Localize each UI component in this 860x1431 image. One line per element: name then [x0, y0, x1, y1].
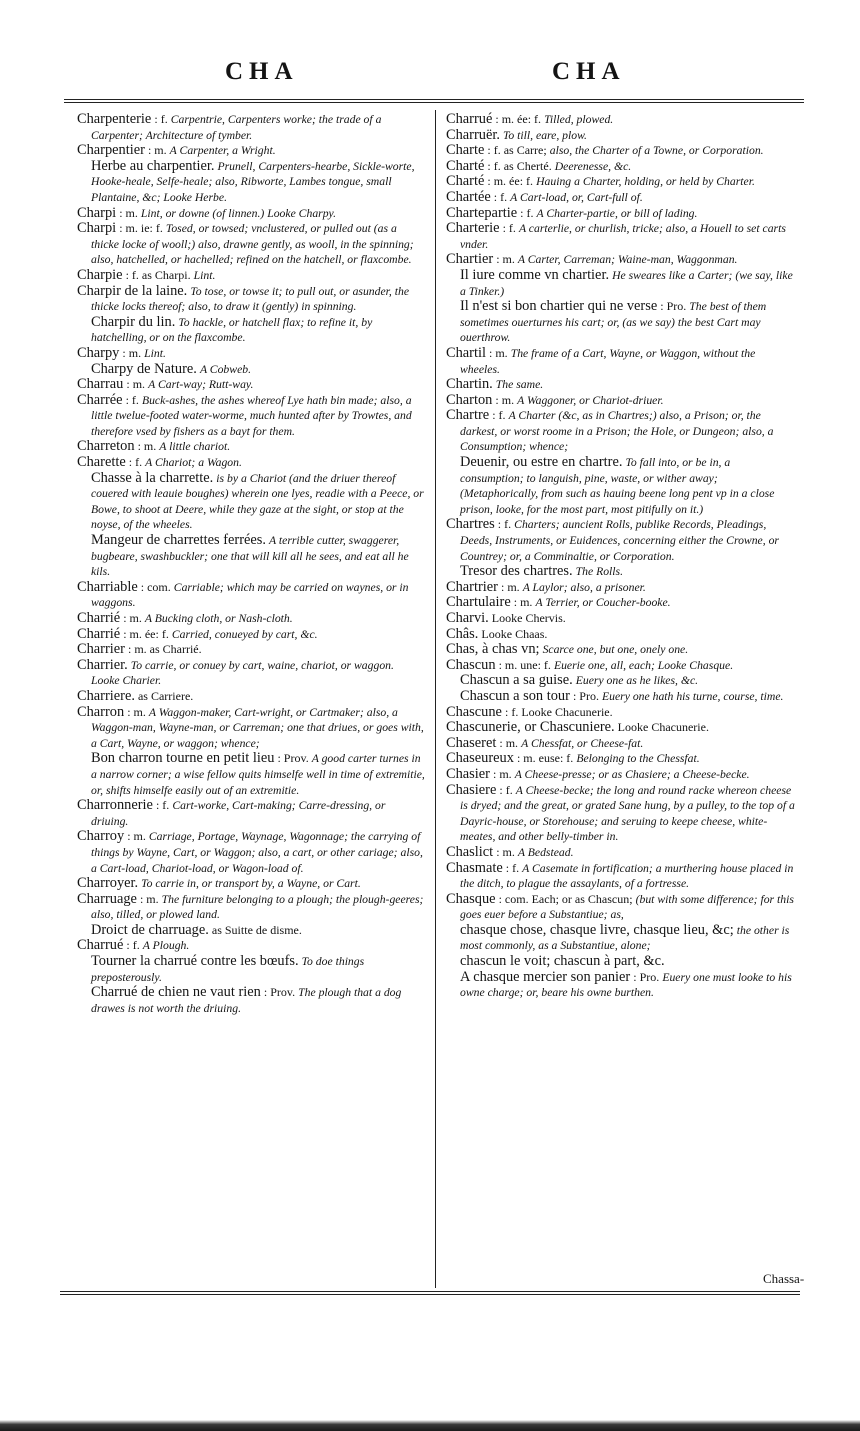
- dictionary-entry: [77, 985, 425, 1016]
- dictionary-entry: [446, 642, 796, 658]
- definition: A Chessfat, or Cheese-fat.: [521, 736, 644, 750]
- definition: To doe things preposterously.: [91, 955, 365, 984]
- definition: (but with some difference; for this goes euer before a Substantiue; as,: [460, 892, 794, 922]
- grammar-note: : f. Looke Chacunerie.: [504, 704, 613, 719]
- headword: Charpie: [77, 266, 123, 283]
- headword: Charton: [446, 391, 493, 408]
- grammar-note: as Carriere.: [137, 688, 194, 703]
- definition: To fall into, or be in, a consumption; to languish, pine, waste, or wither away; (Metaphorically, from such as hauing beene long pent vp in a close prison, looke, for the most part, most pitifully on it.): [460, 456, 775, 516]
- scan-edge: [0, 1420, 860, 1431]
- headword: Chartier: [446, 251, 494, 268]
- headword: Chasse à la charrette.: [91, 469, 214, 486]
- dictionary-entry: [77, 112, 425, 143]
- headword: Charpy: [77, 344, 120, 361]
- definition: He sweares like a Carter; (we say, like a Tinker.): [460, 268, 793, 298]
- headword: Bon charron tourne en petit lieu: [91, 750, 275, 767]
- headword: Charpy de Nature.: [91, 360, 197, 377]
- headword: Chasmate: [446, 859, 503, 876]
- definition: A Charter (&c, as in Chartres;) also, a Prison; or, the darkest, or worst roome in a Prison; the Hole, or Dungeon; also, a Consumption; whence;: [460, 409, 774, 454]
- grammar-note: : Pro.: [660, 299, 687, 314]
- dictionary-entry: [446, 455, 796, 517]
- grammar-note: : f.: [497, 517, 512, 532]
- left-column: [77, 112, 425, 1016]
- column-divider: [435, 110, 436, 1288]
- headword: Il n'est si bon chartier qui ne verse: [460, 298, 658, 315]
- headword: Chartre: [446, 407, 490, 424]
- headword: Chascune: [446, 703, 502, 720]
- definition: also, the Charter of a Towne, or Corporation.: [549, 144, 764, 158]
- definition: Tilled, plowed.: [544, 113, 614, 126]
- grammar-note: : m.: [137, 439, 157, 454]
- grammar-note: : f.: [125, 392, 139, 407]
- definition: Euerie one, all, each; Looke Chasque.: [553, 658, 734, 672]
- grammar-note: : m.: [493, 766, 512, 781]
- dictionary-entry: [77, 393, 425, 440]
- headword: Chasier: [446, 765, 490, 782]
- dictionary-entry: [446, 299, 796, 346]
- definition: A Waggoner, or Chariot-driuer.: [517, 393, 664, 407]
- dictionary-entry: [446, 689, 796, 705]
- headword: Chascun a sa guise.: [460, 672, 573, 689]
- headword: Charroy: [77, 828, 125, 845]
- headword: Chaseureux: [446, 750, 514, 767]
- headword: Charvi.: [446, 610, 489, 626]
- definition: A Cheese-presse; or as Chasiere; a Cheese-becke.: [514, 767, 750, 781]
- headword: Charriable: [77, 578, 138, 595]
- grammar-note: : m.: [499, 735, 519, 750]
- headword: Charpir du lin.: [91, 313, 176, 330]
- dictionary-entry: [77, 377, 425, 393]
- headword: Charron: [77, 703, 125, 720]
- headword: Charrier.: [77, 656, 128, 673]
- headword: Charrué: [446, 111, 493, 127]
- dictionary-entry: [77, 798, 425, 829]
- headword: Charte: [446, 142, 485, 159]
- dictionary-entry: [77, 362, 425, 378]
- definition: Cart-worke, Cart-making; Carre-dressing, or driuing.: [91, 799, 386, 828]
- definition: Carried, conueyed by cart, &c.: [171, 627, 318, 641]
- dictionary-entry: [77, 471, 425, 533]
- dictionary-entry: [446, 720, 796, 736]
- grammar-note: : f.: [155, 798, 170, 813]
- grammar-note: : m. ée: f.: [123, 626, 169, 641]
- dictionary-entry: [77, 580, 425, 611]
- headword: Charrau: [77, 376, 124, 393]
- grammar-note: Looke Chervis.: [491, 611, 566, 625]
- dictionary-entry: [446, 580, 796, 596]
- headword: Chartepartie: [446, 204, 518, 221]
- headword: Chartrier: [446, 578, 498, 595]
- dictionary-entry: [446, 393, 796, 409]
- headword: Charté: [446, 157, 485, 174]
- dictionary-entry: [446, 954, 796, 970]
- headword: chasque chose, chasque livre, chasque lieu, &c;: [460, 921, 734, 938]
- headword: Charpir de la laine.: [77, 282, 188, 299]
- definition: A good carter turnes in a narrow corner; a wise fellow quits himselfe well in time of extremitie, or, shifts himselfe easily out of an extremitie.: [91, 752, 425, 797]
- grammar-note: : m.: [127, 829, 146, 844]
- grammar-note: : m. as Charrié.: [127, 642, 202, 657]
- headword: Charreton: [77, 438, 135, 455]
- definition: Scarce one, but one, onely one.: [542, 643, 689, 657]
- dictionary-entry: [77, 751, 425, 798]
- dictionary-entry: [77, 315, 425, 346]
- grammar-note: : m. une: f.: [498, 657, 551, 672]
- dictionary-entry: [77, 159, 425, 206]
- headword: Chartée: [446, 188, 491, 205]
- headword: Chas, à chas vn;: [446, 641, 540, 658]
- definition: To hackle, or hatchell flax; to refine it, by hatchelling, or on the flaxcombe.: [91, 315, 373, 345]
- grammar-note: : m. ée: f.: [487, 174, 534, 189]
- headword: Charrier: [77, 641, 125, 658]
- grammar-note: : m.: [119, 205, 138, 220]
- grammar-note: : f. as Charpi.: [125, 267, 191, 282]
- running-header-right: CHA: [552, 58, 626, 85]
- right-column: [446, 112, 796, 1001]
- dictionary-entry: [446, 143, 796, 159]
- definition: Charters; auncient Rolls, publike Records, Pleadings, Deeds, Instruments, or Euidences, concerning either the Crowne, or Countrey; or, a Comminaltie, or Corporation.: [460, 518, 779, 563]
- headword: Tourner la charrué contre les bœufs.: [91, 953, 299, 970]
- definition: A Casemate in fortification; a murthering house placed in the ditch, to plague the assaylants, of a fortresse.: [460, 861, 794, 891]
- dictionary-entry: [446, 128, 796, 144]
- dictionary-entry: [446, 970, 796, 1001]
- dictionary-entry: [446, 112, 796, 128]
- grammar-note: : f. as Carre;: [487, 143, 547, 158]
- definition: A Cart-way; Rutt-way.: [148, 378, 254, 392]
- dictionary-entry: [446, 377, 796, 393]
- definition: The Rolls.: [575, 565, 624, 579]
- running-header-left: CHA: [225, 58, 299, 85]
- dictionary-entry: [77, 892, 425, 923]
- grammar-note: : m. euse: f.: [516, 751, 574, 766]
- grammar-note: : m. ie: f.: [119, 221, 163, 236]
- definition: Carpentrie, Carpenters worke; the trade of a Carpenter; Architecture of tymber.: [91, 113, 382, 142]
- definition: A Laylor; also, a prisoner.: [522, 580, 646, 594]
- grammar-note: : m.: [500, 579, 520, 594]
- definition: Lint, or downe (of linnen.) Looke Charpy.: [140, 206, 337, 220]
- headword: Charriere.: [77, 687, 135, 704]
- dictionary-entry: [446, 611, 796, 627]
- grammar-note: : m.: [495, 392, 515, 407]
- header-rule: [64, 99, 804, 103]
- definition: A Chariot; a Wagon.: [145, 456, 242, 470]
- headword: Chasiere: [446, 781, 497, 798]
- footer-rule: [60, 1291, 800, 1295]
- dictionary-entry: [77, 268, 425, 284]
- grammar-note: : com.: [140, 579, 171, 594]
- definition: Prunell, Carpenters-hearbe, Sickle-worte, Hooke-heale, Selfe-heale; also, Ribworte, Lambes tongue, small Plantaine, &c; Looke Herbe.: [91, 159, 415, 204]
- dictionary-entry: [446, 627, 796, 643]
- headword: Charpenterie: [77, 111, 152, 127]
- dictionary-entry: [77, 938, 425, 954]
- headword: Charrié: [77, 625, 121, 642]
- headword: Chartil: [446, 344, 486, 361]
- headword: Chascun: [446, 656, 496, 673]
- headword: Chasque: [446, 890, 496, 907]
- dictionary-entry: [446, 268, 796, 299]
- headword: Chartres: [446, 516, 495, 533]
- grammar-note: : m.: [496, 844, 515, 859]
- definition: To carrie, or conuey by cart, waine, chariot, or waggon. Looke Charier.: [91, 658, 394, 688]
- headword: Tresor des chartres.: [460, 563, 573, 580]
- headword: Herbe au charpentier.: [91, 157, 215, 174]
- headword: Charrée: [77, 391, 123, 408]
- dictionary-entry: [77, 455, 425, 471]
- grammar-note: : f.: [493, 189, 508, 204]
- definition: Lint.: [193, 268, 216, 282]
- grammar-note: : m. ée: f.: [495, 112, 542, 126]
- headword: chascun le voit; chascun à part, &c.: [460, 953, 665, 970]
- dictionary-entry: [446, 564, 796, 580]
- headword: Chaseret: [446, 734, 497, 751]
- grammar-note: Looke Chacunerie.: [617, 720, 709, 735]
- headword: Charpentier: [77, 142, 145, 159]
- dictionary-entry: [446, 517, 796, 564]
- headword: Chartulaire: [446, 594, 511, 611]
- headword: Charruage: [77, 890, 137, 907]
- dictionary-entry: [77, 143, 425, 159]
- dictionary-entry: [446, 892, 796, 923]
- definition: A little chariot.: [159, 440, 231, 454]
- definition: A Bucking cloth, or Nash-cloth.: [144, 612, 293, 625]
- grammar-note: : Prov.: [277, 751, 309, 766]
- grammar-note: as Suitte de disme.: [211, 922, 302, 937]
- headword: Charterie: [446, 220, 500, 237]
- definition: the other is most commonly, as a Substantiue, alone;: [460, 923, 790, 953]
- headword: Chartin.: [446, 376, 493, 393]
- headword: Charpi: [77, 220, 117, 237]
- headword: Chascunerie, or Chascuniere.: [446, 719, 615, 736]
- definition: Buck-ashes, the ashes whereof Lye hath bin made; also, a little twelue-footed water-worme, much hunted after by Trowtes, and therefore vsed by fishers as a bayt for them.: [91, 393, 412, 438]
- dictionary-entry: [77, 611, 425, 627]
- grammar-note: : f.: [128, 455, 143, 470]
- definition: The plough that a dog drawes is not worth the driuing.: [91, 986, 402, 1015]
- dictionary-entry: [77, 954, 425, 985]
- grammar-note: : m.: [513, 595, 533, 610]
- dictionary-entry: [446, 252, 796, 268]
- dictionary-entry: [77, 284, 425, 315]
- definition: A Cart-load, or, Cart-full of.: [510, 190, 643, 204]
- definition: Carriable; which may be carried on waynes, or in waggons.: [91, 580, 409, 610]
- definition: A Carpenter, a Wright.: [169, 144, 276, 158]
- definition: The furniture belonging to a plough; the plough-geeres; also, tilled, or plowed land.: [91, 892, 424, 922]
- dictionary-entry: [446, 190, 796, 206]
- definition: A Cheese-becke; the long and round racke whereon cheese is dryed; and the great, or grated Sane hung, by a pulley, to the top of a Dayric-house, or Storehouse; and seruing to keepe cheese, white-meates, and other belly-timber in.: [460, 783, 795, 844]
- dictionary-entry: [77, 346, 425, 362]
- headword: Châs.: [446, 625, 479, 642]
- dictionary-entry: [77, 829, 425, 876]
- headword: Charrié: [77, 610, 121, 626]
- definition: To carrie in, or transport by, a Wayne, or Cart.: [141, 877, 361, 891]
- grammar-note: : f.: [505, 860, 520, 875]
- dictionary-entry: [77, 627, 425, 643]
- headword: Droict de charruage.: [91, 921, 209, 938]
- headword: Charette: [77, 454, 126, 471]
- dictionary-entry: [446, 705, 796, 721]
- dictionary-entry: [446, 658, 796, 674]
- dictionary-entry: [446, 767, 796, 783]
- dictionary-entry: [446, 845, 796, 861]
- headword: Charruër.: [446, 126, 500, 143]
- grammar-note: : m.: [126, 377, 146, 392]
- definition: The best of them sometimes ouerturnes his cart; or, (as we say) the best Cart may ouerthrow.: [460, 300, 767, 345]
- grammar-note: : m.: [147, 143, 167, 158]
- definition: To tose, or towse it; to pull out, or asunder, the thicke locks thereof; also, to draw it (gently) in spinning.: [91, 284, 410, 314]
- dictionary-entry: [446, 736, 796, 752]
- dictionary-entry: [77, 876, 425, 892]
- dictionary-entry: [446, 751, 796, 767]
- dictionary-entry: [446, 346, 796, 377]
- definition: Tosed, or towsed; vnclustered, or pulled out (as a thicke locke of wooll;) also, drawne gently, as wooll, in the spinning; also, hatchelled, or hachelled; refined on the hatchell, or flaxcombe.: [91, 222, 414, 267]
- grammar-note: : f.: [492, 408, 506, 423]
- definition: A Charter-partie, or bill of lading.: [536, 206, 698, 220]
- dictionary-entry: [446, 408, 796, 455]
- grammar-note: : m.: [122, 345, 142, 360]
- grammar-note: : f. as Cherté.: [487, 158, 552, 173]
- definition: Euery one must looke to his owne charge; or, beare his owne burthen.: [460, 970, 792, 1000]
- headword: Chascun a son tour: [460, 687, 570, 704]
- dictionary-entry: [77, 658, 425, 689]
- definition: The frame of a Cart, Wayne, or Waggon, without the wheeles.: [460, 346, 756, 376]
- dictionary-entry: [446, 673, 796, 689]
- dictionary-entry: [446, 174, 796, 190]
- headword: Charroyer.: [77, 875, 139, 892]
- headword: Mangeur de charrettes ferrées.: [91, 532, 266, 549]
- headword: Charté: [446, 173, 485, 190]
- dictionary-entry: [446, 923, 796, 954]
- definition: A Plough.: [142, 939, 190, 953]
- grammar-note: : com. Each; or as Chascun;: [498, 891, 633, 906]
- grammar-note: : m.: [489, 345, 508, 360]
- definition: To till, eare, plow.: [502, 128, 587, 142]
- definition: A Bedstead.: [517, 845, 574, 859]
- dictionary-entry: [77, 221, 425, 268]
- dictionary-entry: [77, 705, 425, 752]
- definition: A Waggon-maker, Cart-wright, or Cartmaker; also, a Waggon-man, Wayne-man, or Carreman; one that driues, or goes with, a Cart, Wayne, or waggon; whence;: [91, 705, 424, 750]
- dictionary-entry: [446, 159, 796, 175]
- headword: Charrué de chien ne vaut rien: [91, 984, 261, 1001]
- grammar-note: : f.: [154, 112, 168, 126]
- headword: Deuenir, ou estre en chartre.: [460, 454, 623, 471]
- grammar-note: : f.: [502, 221, 516, 236]
- definition: Carriage, Portage, Waynage, Wagonnage; the carrying of things by Wayne, Cart, or Waggon; also, a cart, or other cariage; also, a Cart-load, Chariot-load, or Wagon-load of.: [91, 830, 423, 875]
- grammar-note: : f.: [126, 938, 140, 953]
- definition: is by a Chariot (and the driuer thereof couered with leauie boughes) wherein one lyes, readie with a Peece, or Bowe, to shoot at Deere, while they gaze at the sight, or stop at the noyse, of the wheeles.: [91, 471, 424, 532]
- dictionary-entry: [77, 642, 425, 658]
- definition: Belonging to the Chessfat.: [576, 752, 700, 766]
- definition: A terrible cutter, swaggerer, bugbeare, swashbuckler; one that will kill all he sees, and eat all he kils.: [91, 534, 409, 579]
- catchword: Chassa-: [763, 1271, 805, 1286]
- definition: Lint.: [144, 346, 166, 360]
- dictionary-entry: [446, 595, 796, 611]
- definition: A Carter, Carreman; Waine-man, Waggonman.: [517, 253, 738, 267]
- grammar-note: Looke Chaas.: [481, 626, 548, 641]
- dictionary-entry: [446, 221, 796, 252]
- definition: A carterlie, or churlish, tricke; also, a Houell to set carts vnder.: [460, 222, 786, 251]
- headword: Charrué: [77, 937, 124, 954]
- dictionary-entry: [77, 923, 425, 939]
- grammar-note: : m.: [139, 891, 159, 906]
- definition: Euery one hath his turne, course, time.: [602, 689, 784, 703]
- dictionary-entry: [77, 439, 425, 455]
- grammar-note: : m.: [127, 704, 146, 719]
- headword: Charpi: [77, 204, 117, 221]
- dictionary-entry: [446, 861, 796, 892]
- grammar-note: : m.: [496, 252, 515, 267]
- definition: A Terrier, or Coucher-booke.: [535, 596, 671, 610]
- definition: A Cobweb.: [199, 362, 252, 376]
- definition: The same.: [495, 378, 544, 392]
- grammar-note: : f.: [520, 205, 534, 220]
- grammar-note: : Prov.: [263, 985, 296, 1000]
- dictionary-entry: [77, 689, 425, 705]
- definition: Euery one as he likes, &c.: [575, 674, 699, 688]
- definition: Deerenesse, &c.: [554, 159, 632, 173]
- dictionary-entry: [446, 783, 796, 845]
- dictionary-entry: [77, 533, 425, 580]
- dictionary-entry: [77, 206, 425, 222]
- headword: Charronnerie: [77, 797, 153, 814]
- headword: Il iure comme vn chartier.: [460, 266, 610, 283]
- grammar-note: : f.: [499, 782, 513, 797]
- dictionary-entry: [446, 206, 796, 222]
- headword: A chasque mercier son panier: [460, 968, 631, 985]
- grammar-note: : Pro.: [633, 969, 660, 984]
- grammar-note: : m.: [123, 611, 142, 625]
- grammar-note: : Pro.: [572, 688, 599, 703]
- definition: Hauing a Charter, holding, or held by Charter.: [536, 175, 755, 189]
- headword: Chaslict: [446, 843, 494, 860]
